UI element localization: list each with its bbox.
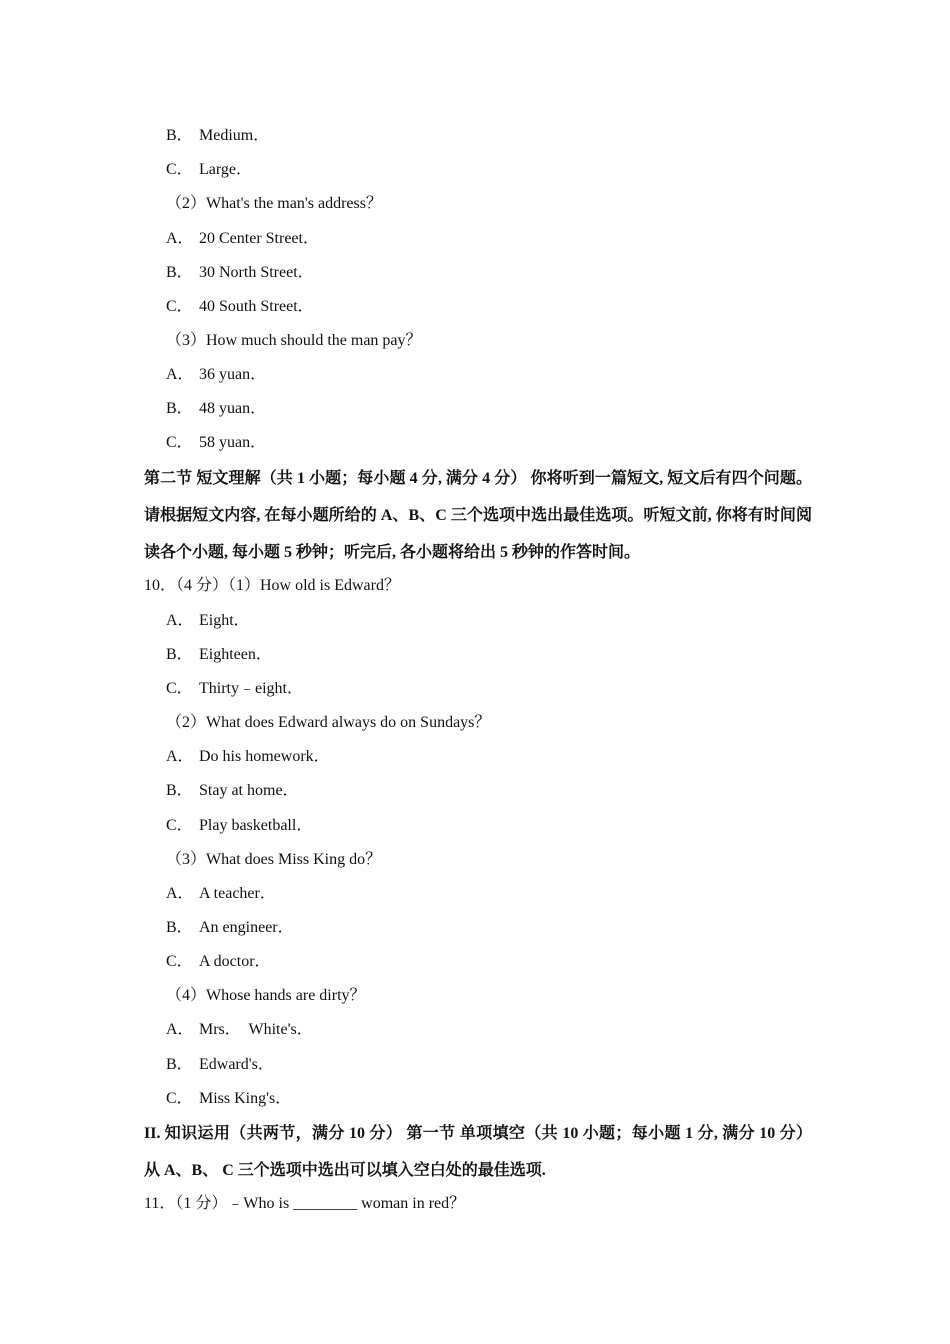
q9-p2-question: （2）What's the man's address？ <box>166 195 382 212</box>
option-letter: C． <box>166 1090 193 1107</box>
q9-p2-option-c <box>166 297 314 317</box>
q10-p2-question: （2）What does Edward always do on Sundays？ <box>166 714 491 731</box>
option-text: 58 yuan． <box>199 434 267 451</box>
option-letter: B． <box>166 127 193 144</box>
option-letter: A． <box>166 230 194 247</box>
option-text: Edward's． <box>199 1056 274 1073</box>
option-text: Stay at home． <box>199 782 299 799</box>
q9-p1-option-b <box>166 126 269 146</box>
q10-p4-option-c <box>166 1089 291 1109</box>
q10-p3-question: （3）What does Miss King do？ <box>166 851 382 868</box>
option-letter: B． <box>166 646 193 663</box>
option-text: Do his homework． <box>199 748 330 765</box>
option-text: Eight． <box>199 612 250 629</box>
q10-p1-option-c <box>166 679 303 699</box>
q10-p1-option-a <box>166 611 250 631</box>
option-letter: A． <box>166 612 194 629</box>
q9-p2-option-a <box>166 229 319 249</box>
q10-p4-option-b <box>166 1055 274 1075</box>
q9-p3-option-c <box>166 433 266 453</box>
option-text: 30 North Street． <box>199 264 314 281</box>
option-text: Eighteen． <box>199 646 272 663</box>
option-text: A doctor． <box>199 953 271 970</box>
option-letter: B． <box>166 1056 193 1073</box>
option-letter: A． <box>166 366 194 383</box>
q9-p3-option-b <box>166 399 266 419</box>
q9-p3-question: （3）How much should the man pay？ <box>166 332 422 349</box>
option-letter: A． <box>166 1021 194 1038</box>
option-letter: B． <box>166 919 193 936</box>
option-text: A teacher． <box>199 885 276 902</box>
option-text: 48 yuan． <box>199 400 267 417</box>
option-letter: C． <box>166 953 193 970</box>
q10-p1-option-b <box>166 645 272 665</box>
option-letter: C． <box>166 298 193 315</box>
q10-p2-option-c <box>166 816 312 836</box>
part2-instructions: II. 知识运用（共两节，满分 10 分） 第一节 单项填空（共 10 小题；每小题 1 分, 满分 10 分） 从 A、B、 C 三个选项中选出可以填入空白处的最佳选项. <box>144 1125 812 1179</box>
q9-p1-option-c <box>166 160 252 180</box>
section2-instructions: 第二节 短文理解（共 1 小题；每小题 4 分, 满分 4 分） 你将听到一篇短文, 短文后有四个问题。请根据短文内容, 在每小题所给的 A、B、C 三个选项中选出最佳选项。听短文前, 你将有时间阅读各个小题, 每小题 5 秒钟；听完后, 各小题将给出 5 秒钟的作答时间。 <box>144 470 812 561</box>
q10-header: 10．（4 分）（1）How old is Edward？ <box>144 577 400 594</box>
option-letter: C． <box>166 161 193 178</box>
q9-p3-option-a <box>166 365 266 385</box>
option-letter: C． <box>166 680 193 697</box>
option-letter: A． <box>166 885 194 902</box>
option-text: Medium． <box>199 127 270 144</box>
option-text: An engineer． <box>199 919 294 936</box>
option-text: Mrs． White's． <box>199 1021 313 1038</box>
option-text: 36 yuan． <box>199 366 267 383</box>
q10-p4-option-a <box>166 1020 313 1040</box>
q10-p3-option-b <box>166 918 294 938</box>
q10-p3-option-c <box>166 952 271 972</box>
q11-header: 11．（1 分）﹣Who is ________ woman in red？ <box>144 1195 466 1212</box>
option-text: 20 Center Street． <box>199 230 319 247</box>
q10-p2-option-a <box>166 747 330 767</box>
option-text: Thirty﹣eight． <box>199 680 303 697</box>
option-letter: C． <box>166 817 193 834</box>
q9-p2-option-b <box>166 263 314 283</box>
q10-p4-question: （4）Whose hands are dirty？ <box>166 987 366 1004</box>
q10-p3-option-a <box>166 884 276 904</box>
option-letter: B． <box>166 782 193 799</box>
option-text: 40 South Street． <box>199 298 314 315</box>
option-letter: A． <box>166 748 194 765</box>
option-letter: C． <box>166 434 193 451</box>
option-letter: B． <box>166 400 193 417</box>
option-letter: B． <box>166 264 193 281</box>
option-text: Large． <box>199 161 253 178</box>
option-text: Miss King's． <box>199 1090 292 1107</box>
option-text: Play basketball． <box>199 817 313 834</box>
q10-p2-option-b <box>166 781 299 801</box>
